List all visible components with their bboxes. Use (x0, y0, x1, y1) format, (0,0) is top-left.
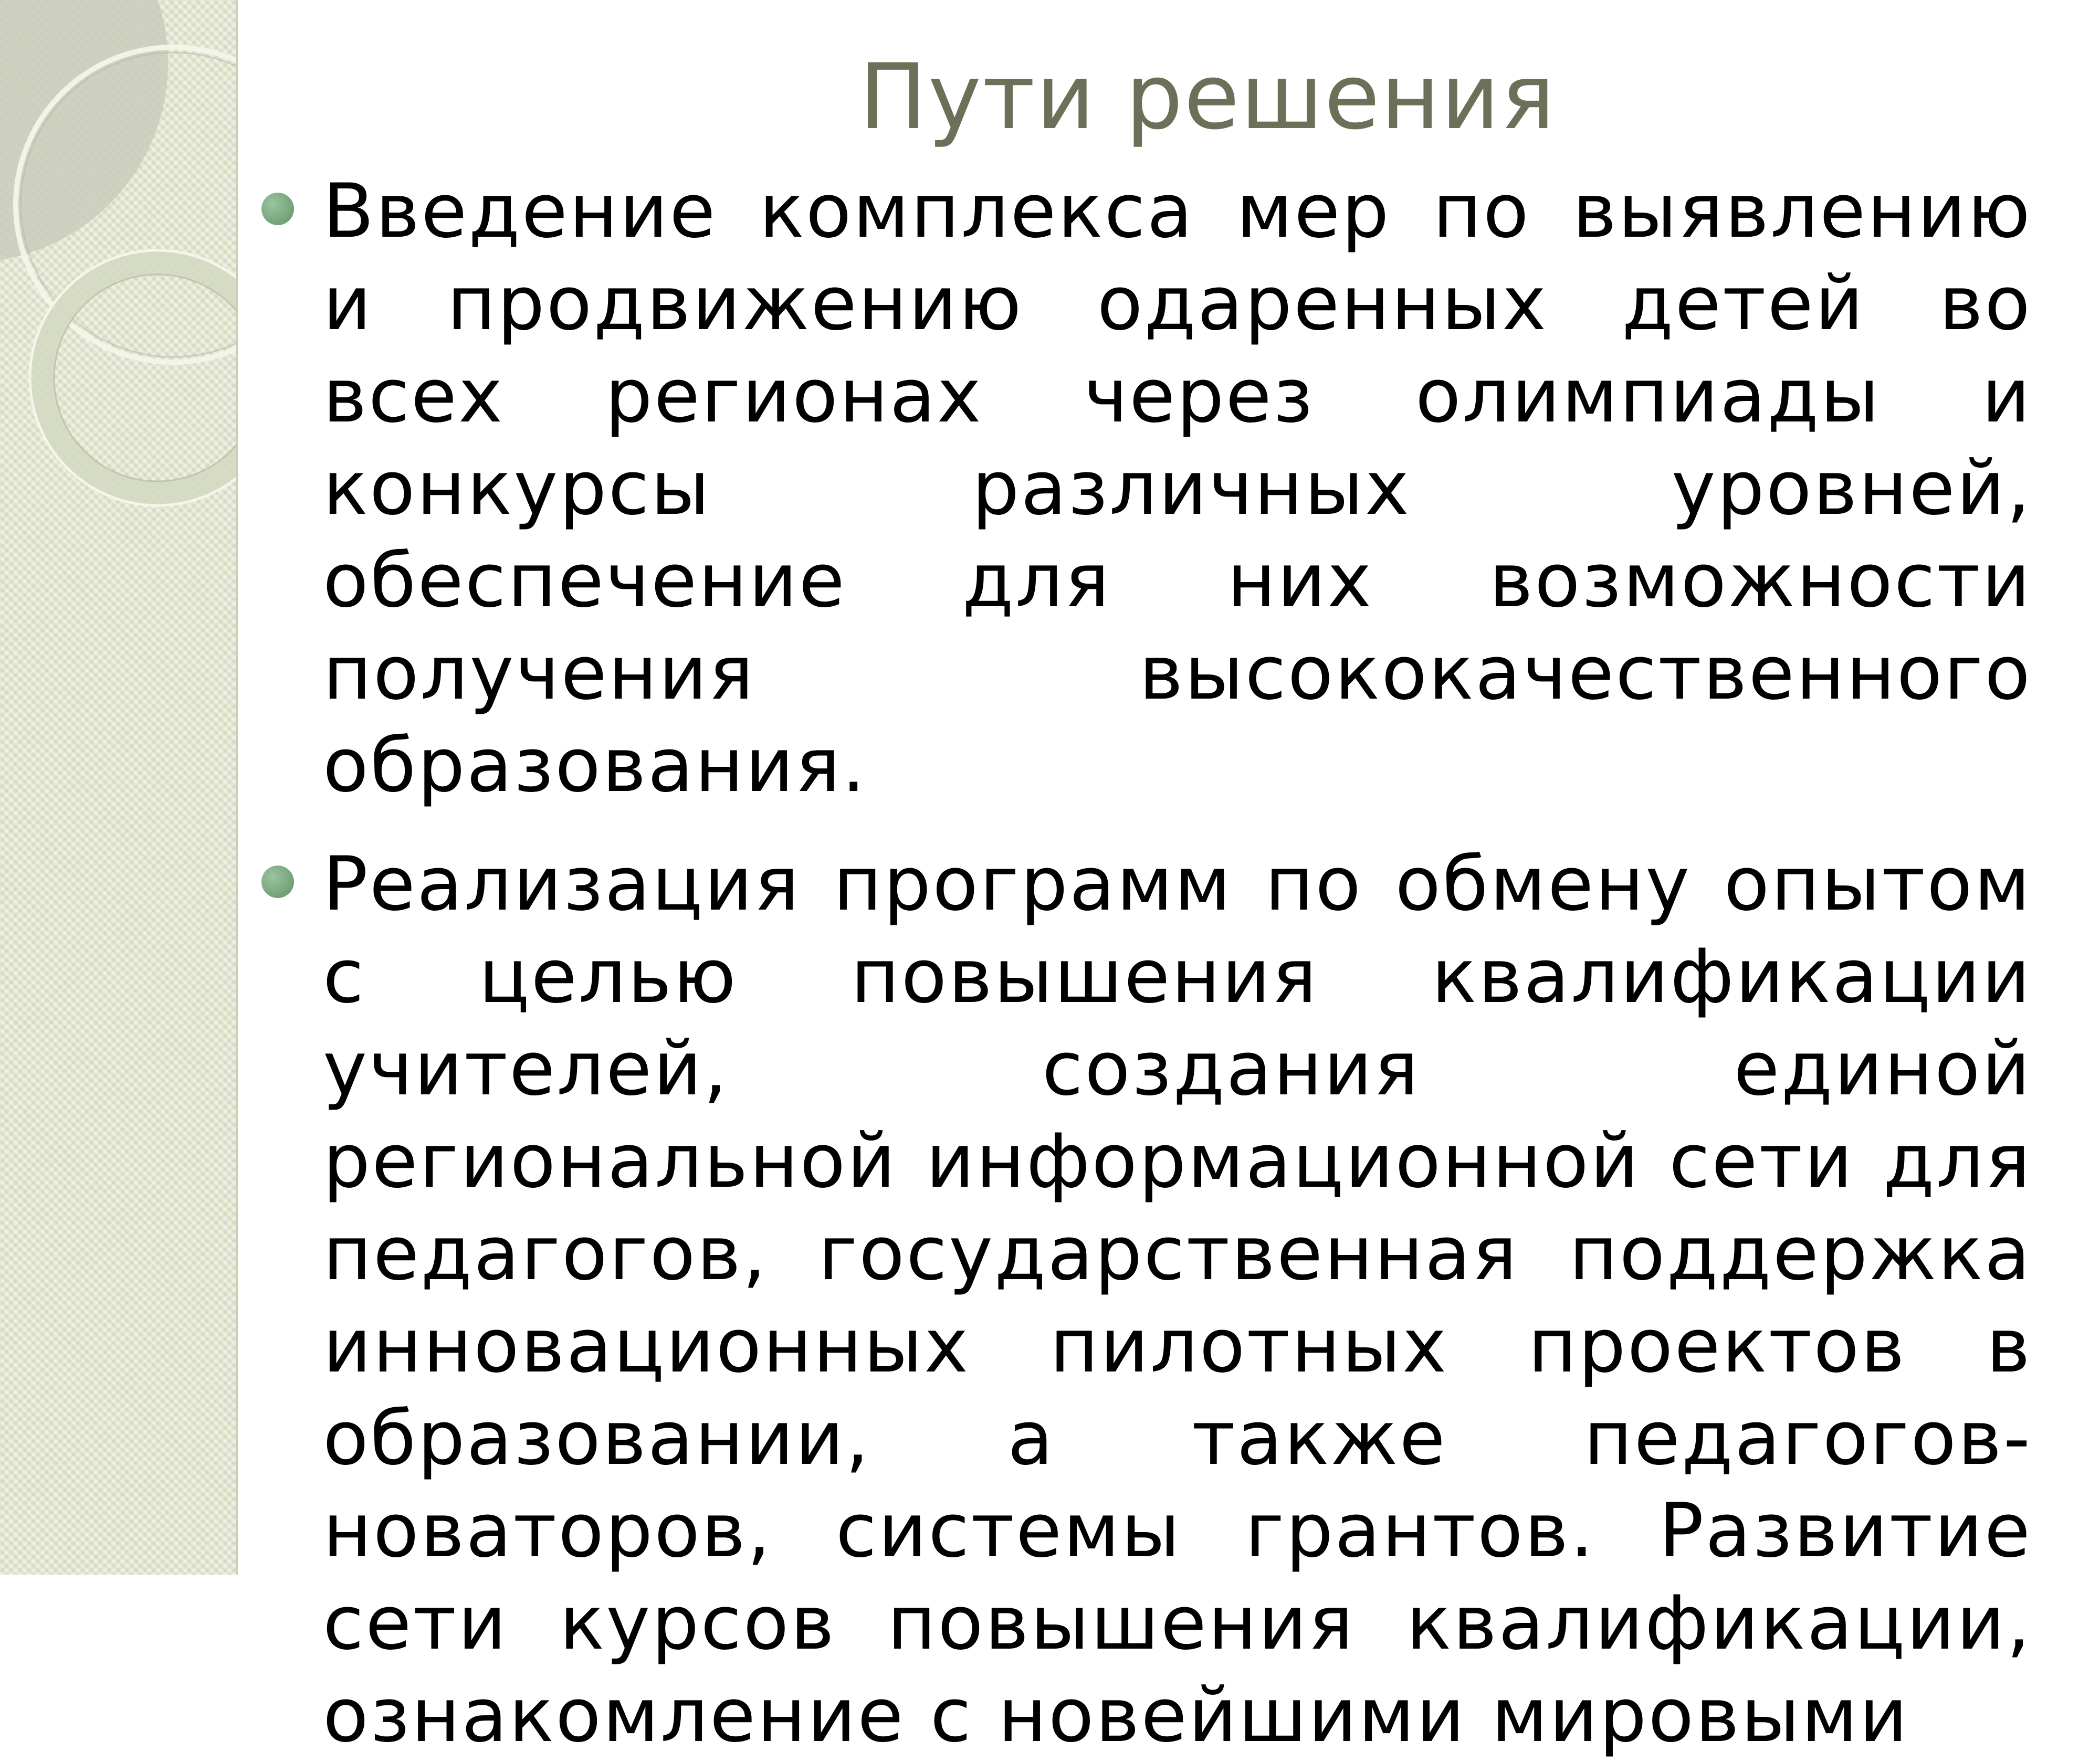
bullet-dot-icon (261, 866, 294, 898)
bullet-item (257, 838, 2032, 1762)
slide-title: Пути решения (859, 44, 1556, 150)
decorative-sidebar (0, 0, 238, 1575)
bullet-item (257, 165, 2032, 812)
bullet-text: Введение комплекса мер по выявлению и продвижению одаренных детей во всех регионах через олимпиады и конкурсы различных уровней, обеспечение для них возможности получения высококачественного образования. (323, 168, 2032, 809)
bullet-dot-icon (261, 193, 294, 225)
bullet-list (257, 165, 2032, 1762)
bullet-text: Реализация программ по обмену опытом с целью повышения квалификации учителей, создания единой региональной информационной сети для педагогов, государственная поддержка инновационных пилотных проектов в образовании, а также педагогов-новаторов, системы грантов. Развитие сети курсов повышения квалификации, ознакомление с новейшими мировыми (323, 841, 2032, 1759)
decorative-rings-graphic (0, 0, 236, 1575)
